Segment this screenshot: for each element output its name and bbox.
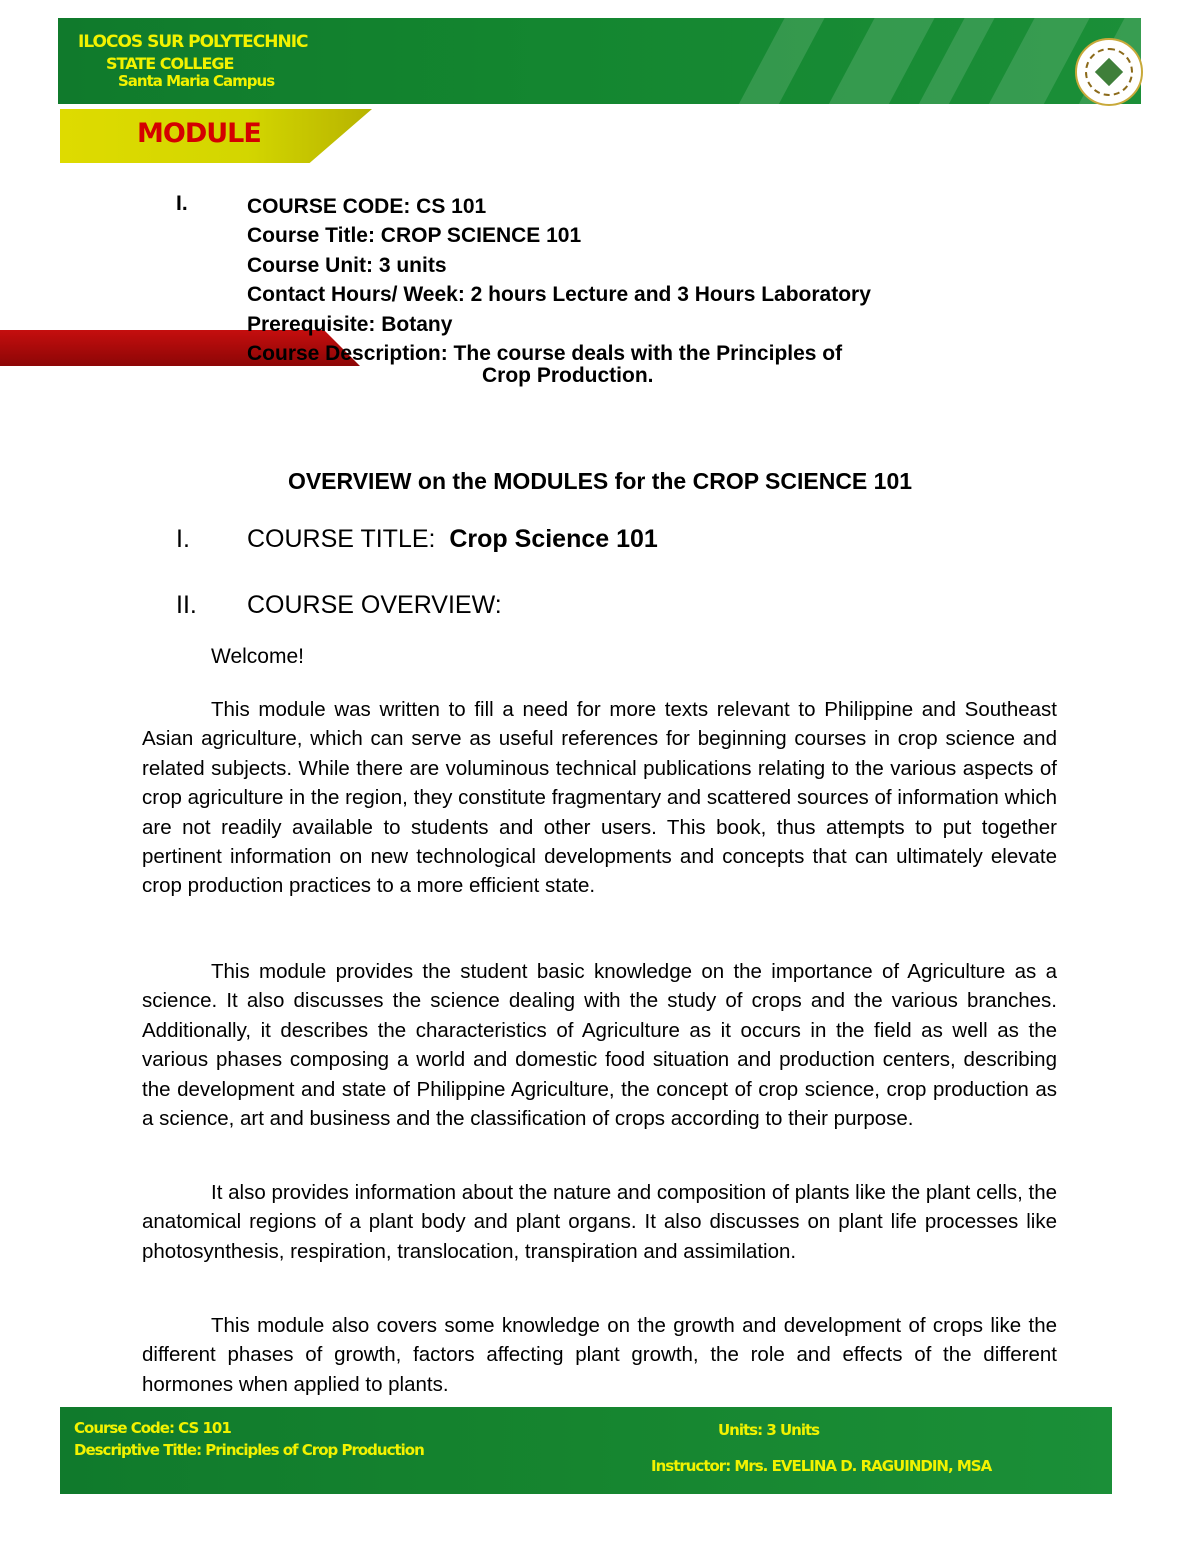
school-name-line1: ILOCOS SUR POLYTECHNIC	[78, 32, 308, 52]
footer-course-code: Course Code: CS 101	[74, 1419, 231, 1437]
welcome-text: Welcome!	[211, 645, 304, 668]
course-code-line: COURSE CODE: CS 101	[247, 195, 487, 218]
section1-label: COURSE TITLE:	[247, 525, 436, 553]
course-description-line: Course Description: The course deals with the Principles of	[247, 341, 843, 365]
footer-instructor: Instructor: Mrs. EVELINA D. RAGUINDIN, MSA	[651, 1457, 992, 1475]
overview-paragraph-1: This module was written to fill a need for more texts relevant to Philippine and Southeast Asian agriculture, which can serve as useful references for beginning courses in crop science and related subjects. While there are voluminous technical publications relating to the various aspects of crop agriculture in the region, they constitute fragmentary and scattered sources of information which are not readily available to students and other users. This book, thus attempts to put together pertinent information on new technological developments and concepts that can ultimately elevate crop production practices to a more efficient state.	[142, 698, 1057, 898]
header-band	[58, 18, 1141, 104]
footer-band	[60, 1407, 1112, 1494]
campus-name: Santa Maria Campus	[118, 72, 275, 90]
course-title-line: Course Title: CROP SCIENCE 101	[247, 224, 582, 248]
overview-paragraph-4: This module also covers some knowledge on the growth and development of crops like the different phases of growth, factors affecting plant growth, the role and effects of the different hormones when applied to plants.	[142, 1314, 1057, 1396]
college-seal-icon	[1075, 38, 1143, 106]
footer-descriptive-title: Descriptive Title: Principles of Crop Production	[74, 1441, 424, 1459]
course-info-numeral: I.	[176, 192, 188, 215]
footer-units: Units: 3 Units	[718, 1421, 820, 1439]
course-unit-line: Course Unit: 3 units	[247, 253, 447, 277]
section2-numeral: II.	[176, 591, 197, 619]
module-label: MODULE	[137, 118, 261, 149]
overview-title: OVERVIEW on the MODULES for the CROP SCIENCE 101	[287, 468, 913, 494]
overview-paragraph-2: This module provides the student basic knowledge on the importance of Agriculture as a science. It also discusses the science dealing with the study of crops and the various branches. Additionally, it describes the characteristics of Agriculture as it occurs in the field as well as the various phases composing a world and domestic food situation and production centers, describing the development and state of Philippine Agriculture, the concept of crop science, crop production as a science, art and business and the classification of crops according to their purpose.	[142, 960, 1057, 1131]
section2-heading: COURSE OVERVIEW:	[247, 591, 502, 619]
section1-numeral: I.	[176, 525, 190, 553]
section1-heading	[247, 525, 658, 554]
course-info-list	[247, 192, 871, 368]
school-name-line2: STATE COLLEGE	[106, 54, 234, 73]
course-description-continued: Crop Production.	[482, 364, 654, 387]
contact-hours-line: Contact Hours/ Week: 2 hours Lecture and 3 Hours Laboratory	[247, 283, 871, 307]
section1-value: Crop Science 101	[449, 525, 658, 553]
overview-paragraph-3: It also provides information about the nature and composition of plants like the plant cells, the anatomical regions of a plant body and plant organs. It also discusses on plant life processes like photosynthesis, respiration, translocation, transpiration and assimilation.	[142, 1181, 1057, 1263]
prerequisite-line: Prerequisite: Botany	[247, 312, 453, 336]
